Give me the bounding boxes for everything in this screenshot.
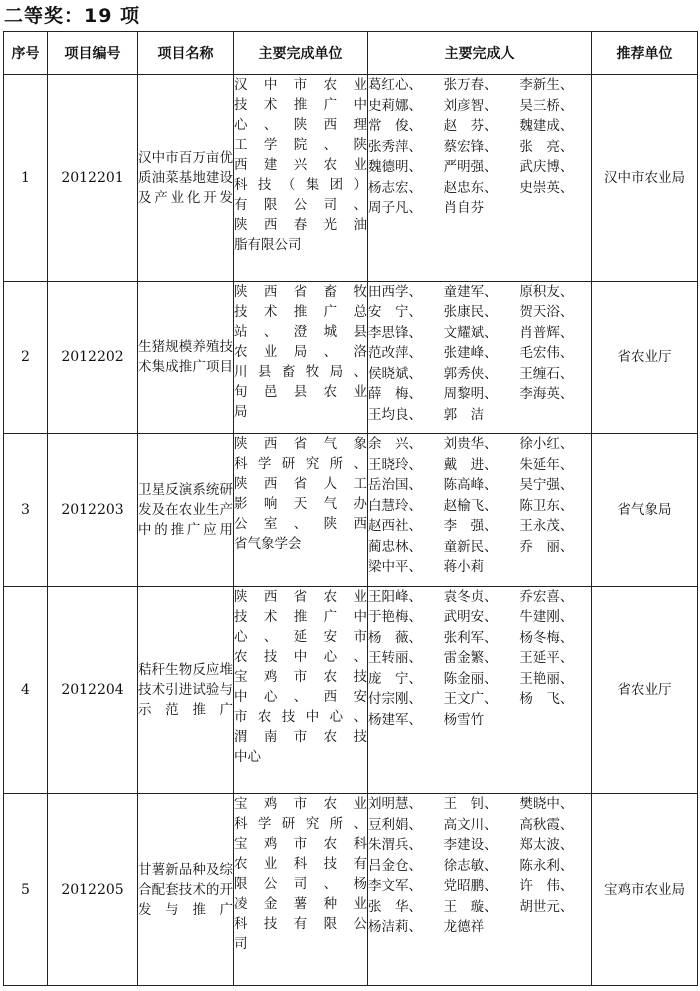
contributor-name: 武明安、 [443, 609, 498, 626]
unit-line: 汉中市农业 [234, 77, 367, 93]
table-row [4, 75, 698, 282]
completion-units [234, 281, 368, 434]
contributor-name: 田西学、 [368, 283, 422, 300]
contributor-name: 安 宁、 [368, 304, 422, 321]
contributor-name: 魏德明、 [368, 159, 422, 175]
unit-line: 中心 [234, 748, 261, 765]
main-contributors [368, 794, 592, 986]
contributor-name: 梁中平、 [368, 559, 422, 576]
contributor-name: 严明强、 [443, 159, 498, 175]
unit-line: 科技（集团） [234, 177, 367, 193]
unit-line: 技术推广总 [234, 303, 367, 320]
contributor-name: 赵忠东、 [443, 179, 498, 196]
unit-line: 渭南市农技 [234, 728, 367, 745]
contributor-name: 高秋霞、 [519, 816, 574, 833]
project-code: 2012205 [48, 794, 138, 986]
contributor-name: 李思锋、 [368, 324, 422, 341]
unit-line: 省气象学会 [234, 536, 302, 553]
unit-line: 站、澄城县 [234, 323, 367, 340]
header-people: 主要完成人 [368, 32, 592, 75]
row-number: 5 [4, 794, 48, 986]
project-name [138, 794, 234, 986]
contributor-name: 周子凡、 [368, 200, 422, 216]
contributor-name: 王延平、 [519, 650, 574, 667]
contributor-name: 杨建军、 [368, 711, 422, 728]
contributor-name: 常 俊、 [368, 118, 422, 134]
unit-line: 心、陕西理 [234, 117, 367, 133]
unit-line: 公室、陕西 [234, 516, 367, 533]
recommending-unit: 省农业厅 [592, 586, 698, 794]
header-row [4, 32, 698, 75]
contributor-name: 李 强、 [443, 518, 498, 535]
project-code: 2012201 [48, 75, 138, 282]
contributor-name: 陈卫东、 [519, 497, 574, 514]
unit-line: 宝鸡市农技 [234, 668, 367, 685]
contributor-name: 郭秀侠、 [443, 365, 498, 382]
contributor-name: 张建峰、 [443, 345, 498, 362]
contributor-name: 赵榆飞、 [443, 497, 498, 514]
contributor-name: 张万春、 [443, 77, 498, 93]
row-number: 3 [4, 434, 48, 587]
contributor-name: 吕金仓、 [368, 857, 422, 874]
unit-line: 陕西省畜牧 [234, 283, 367, 300]
contributor-name: 余 兴、 [368, 436, 422, 453]
contributor-name: 于艳梅、 [368, 609, 422, 626]
contributor-name: 李文军、 [368, 878, 422, 895]
contributor-name: 庞 宁、 [368, 670, 422, 687]
contributor-name: 张利军、 [443, 629, 498, 646]
contributor-name: 刘明慧、 [368, 796, 422, 813]
completion-units [234, 794, 368, 986]
contributor-name: 周黎明、 [443, 386, 498, 403]
contributor-name: 王阳峰、 [368, 588, 422, 605]
completion-units [234, 434, 368, 587]
contributor-name: 雷金繁、 [443, 650, 498, 667]
contributor-name: 葛红心、 [368, 77, 422, 93]
contributor-name: 郑太波、 [519, 837, 574, 854]
contributor-name: 许 伟、 [519, 878, 574, 895]
unit-line: 局 [234, 403, 248, 420]
contributor-name: 杨志宏、 [368, 179, 422, 196]
project-name [138, 586, 234, 794]
contributor-name: 贺天浴、 [519, 304, 574, 321]
contributor-name: 乔 丽、 [519, 538, 574, 555]
contributor-name: 史莉娜、 [368, 97, 422, 114]
contributor-name: 杨冬梅、 [519, 629, 574, 646]
contributor-name: 樊晓中、 [519, 796, 574, 813]
contributor-name: 李新生、 [519, 77, 574, 93]
unit-line: 科技有限公 [234, 916, 367, 933]
project-name-text: 秸秆生物反应堆技术引进试验与示范推广 [138, 662, 233, 718]
contributor-name: 王 璇、 [443, 898, 498, 915]
contributor-name: 肖自芬 [443, 200, 485, 216]
contributor-name: 豆利娟、 [368, 816, 422, 833]
contributor-name: 袁冬贞、 [443, 588, 498, 605]
contributor-name: 杨雪竹 [443, 711, 485, 728]
contributor-name: 蒋小莉 [443, 559, 485, 576]
contributor-name: 王文广、 [443, 691, 498, 708]
contributor-name: 陈高峰、 [443, 477, 498, 494]
header-units: 主要完成单位 [234, 32, 368, 75]
contributor-name: 李海英、 [519, 386, 574, 403]
contributor-name: 童建军、 [443, 283, 498, 300]
contributor-name: 杨 飞、 [519, 691, 574, 708]
unit-line: 宝鸡市农科 [234, 836, 367, 853]
project-name-text: 生猪规模养殖技术集成推广项目 [138, 339, 233, 376]
table-row [4, 794, 698, 986]
project-code: 2012203 [48, 434, 138, 587]
unit-line: 农业局、洛 [234, 343, 367, 360]
unit-line: 限公司、杨 [234, 876, 367, 893]
contributor-name: 陈永利、 [519, 857, 574, 874]
contributor-name: 赵西社、 [368, 518, 422, 535]
contributor-name: 朱渭兵、 [368, 837, 422, 854]
contributor-name: 白慧玲、 [368, 497, 422, 514]
project-name-text: 甘薯新品种及综合配套技术的开发与推广 [138, 861, 233, 918]
contributor-name: 武庆博、 [519, 159, 574, 175]
unit-line: 影响天气办 [234, 496, 367, 513]
table-row [4, 434, 698, 587]
recommending-unit: 汉中市农业局 [592, 75, 698, 282]
recommending-unit: 省农业厅 [592, 281, 698, 434]
unit-line: 脂有限公司 [234, 237, 302, 253]
contributor-name: 侯晓斌、 [368, 365, 422, 382]
unit-line: 川县畜牧局、 [234, 363, 367, 380]
contributor-name: 杨洁莉、 [368, 919, 422, 936]
contributor-name: 范改萍、 [368, 345, 422, 362]
unit-line: 技术推广中 [234, 608, 367, 625]
unit-line: 凌金薯种业 [234, 896, 367, 913]
contributor-name: 朱延年、 [519, 456, 574, 473]
contributor-name: 郭 洁 [443, 406, 485, 423]
contributor-name: 张 亮、 [519, 138, 574, 155]
contributor-name: 岳治国、 [368, 477, 422, 494]
row-number: 4 [4, 586, 48, 794]
recommending-unit: 宝鸡市农业局 [592, 794, 698, 986]
unit-line: 工学院、陕 [234, 137, 367, 153]
unit-line: 有限公司、 [234, 197, 367, 213]
contributor-name: 徐志敏、 [443, 857, 498, 874]
project-code: 2012202 [48, 281, 138, 434]
contributor-name: 王晓玲、 [368, 456, 422, 473]
recommending-unit: 省气象局 [592, 434, 698, 587]
contributor-name: 文耀斌、 [443, 324, 498, 341]
unit-line: 市农技中心、 [234, 708, 367, 725]
contributor-name: 牛建刚、 [519, 609, 574, 626]
contributor-name: 龙德祥 [443, 919, 485, 936]
contributor-name: 蔡宏锋、 [443, 138, 498, 155]
contributor-name: 薛 梅、 [368, 386, 422, 403]
contributor-name: 王转丽、 [368, 650, 422, 667]
contributor-name: 徐小红、 [519, 436, 574, 453]
unit-line: 科学研究所、 [234, 456, 367, 473]
contributor-name: 童新民、 [443, 538, 498, 555]
main-contributors [368, 434, 592, 587]
contributor-name: 胡世元、 [519, 898, 574, 915]
unit-line: 技术推广中 [234, 97, 367, 113]
row-number: 1 [4, 75, 48, 282]
project-name [138, 75, 234, 282]
header-name: 项目名称 [138, 32, 234, 75]
unit-line: 宝鸡市农业 [234, 796, 367, 813]
contributor-name: 史崇英、 [519, 179, 574, 196]
contributor-name: 王永茂、 [519, 518, 574, 535]
contributor-name: 赵 芬、 [443, 118, 498, 134]
project-name [138, 434, 234, 587]
contributor-name: 王 钊、 [443, 796, 498, 813]
main-contributors [368, 586, 592, 794]
table-row [4, 586, 698, 794]
header-no: 序号 [4, 32, 48, 75]
main-contributors [368, 75, 592, 282]
project-name-text: 卫星反演系统研发及在农业生产中的推广应用 [138, 481, 233, 538]
unit-line: 陕西省农业 [234, 588, 367, 605]
contributor-name: 张 华、 [368, 898, 422, 915]
page-heading: 二等奖：19 项 [4, 5, 141, 27]
unit-line: 旬邑县农业 [234, 383, 367, 400]
completion-units [234, 586, 368, 794]
contributor-name: 吴三桥、 [519, 97, 574, 114]
contributor-name: 张康民、 [443, 304, 498, 321]
project-code: 2012204 [48, 586, 138, 794]
contributor-name: 魏建成、 [519, 118, 574, 134]
unit-line: 司 [234, 936, 248, 953]
row-number: 2 [4, 281, 48, 434]
completion-units [234, 75, 368, 282]
project-name [138, 281, 234, 434]
contributor-name: 刘贵华、 [443, 436, 498, 453]
contributor-name: 原积友、 [519, 283, 574, 300]
header-code: 项目编号 [48, 32, 138, 75]
unit-line: 心、延安市 [234, 628, 367, 645]
contributor-name: 蔺忠林、 [368, 538, 422, 555]
contributor-name: 杨 薇、 [368, 629, 422, 646]
contributor-name: 高文川、 [443, 816, 498, 833]
contributor-name: 吴宁强、 [519, 477, 574, 494]
unit-line: 陕西春光油 [234, 217, 367, 233]
contributor-name: 王艳丽、 [519, 670, 574, 687]
unit-line: 农技中心、 [234, 648, 367, 665]
contributor-name: 乔宏喜、 [519, 588, 574, 605]
contributor-name: 戴 进、 [443, 456, 498, 473]
contributor-name: 王均良、 [368, 406, 422, 423]
award-table [3, 31, 698, 986]
table-row [4, 281, 698, 434]
contributor-name: 张秀萍、 [368, 138, 422, 155]
contributor-name: 肖普辉、 [519, 324, 574, 341]
main-contributors [368, 281, 592, 434]
project-name-text: 汉中市百万亩优质油菜基地建设及产业化开发 [138, 149, 233, 206]
contributor-name: 党昭鹏、 [443, 878, 498, 895]
unit-line: 农业科技有 [234, 856, 367, 873]
contributor-name: 李建设、 [443, 837, 498, 854]
contributor-name: 付宗刚、 [368, 691, 422, 708]
header-recommender: 推荐单位 [592, 32, 698, 75]
contributor-name: 陈金丽、 [443, 670, 498, 687]
contributor-name: 王缠石、 [519, 365, 574, 382]
unit-line: 科学研究所、 [234, 816, 367, 833]
unit-line: 陕西省人工 [234, 476, 367, 493]
unit-line: 西建兴农业 [234, 157, 367, 173]
contributor-name: 刘彦智、 [443, 97, 498, 114]
unit-line: 陕西省气象 [234, 436, 367, 453]
unit-line: 中心、西安 [234, 688, 367, 705]
contributor-name: 毛宏伟、 [519, 345, 574, 362]
